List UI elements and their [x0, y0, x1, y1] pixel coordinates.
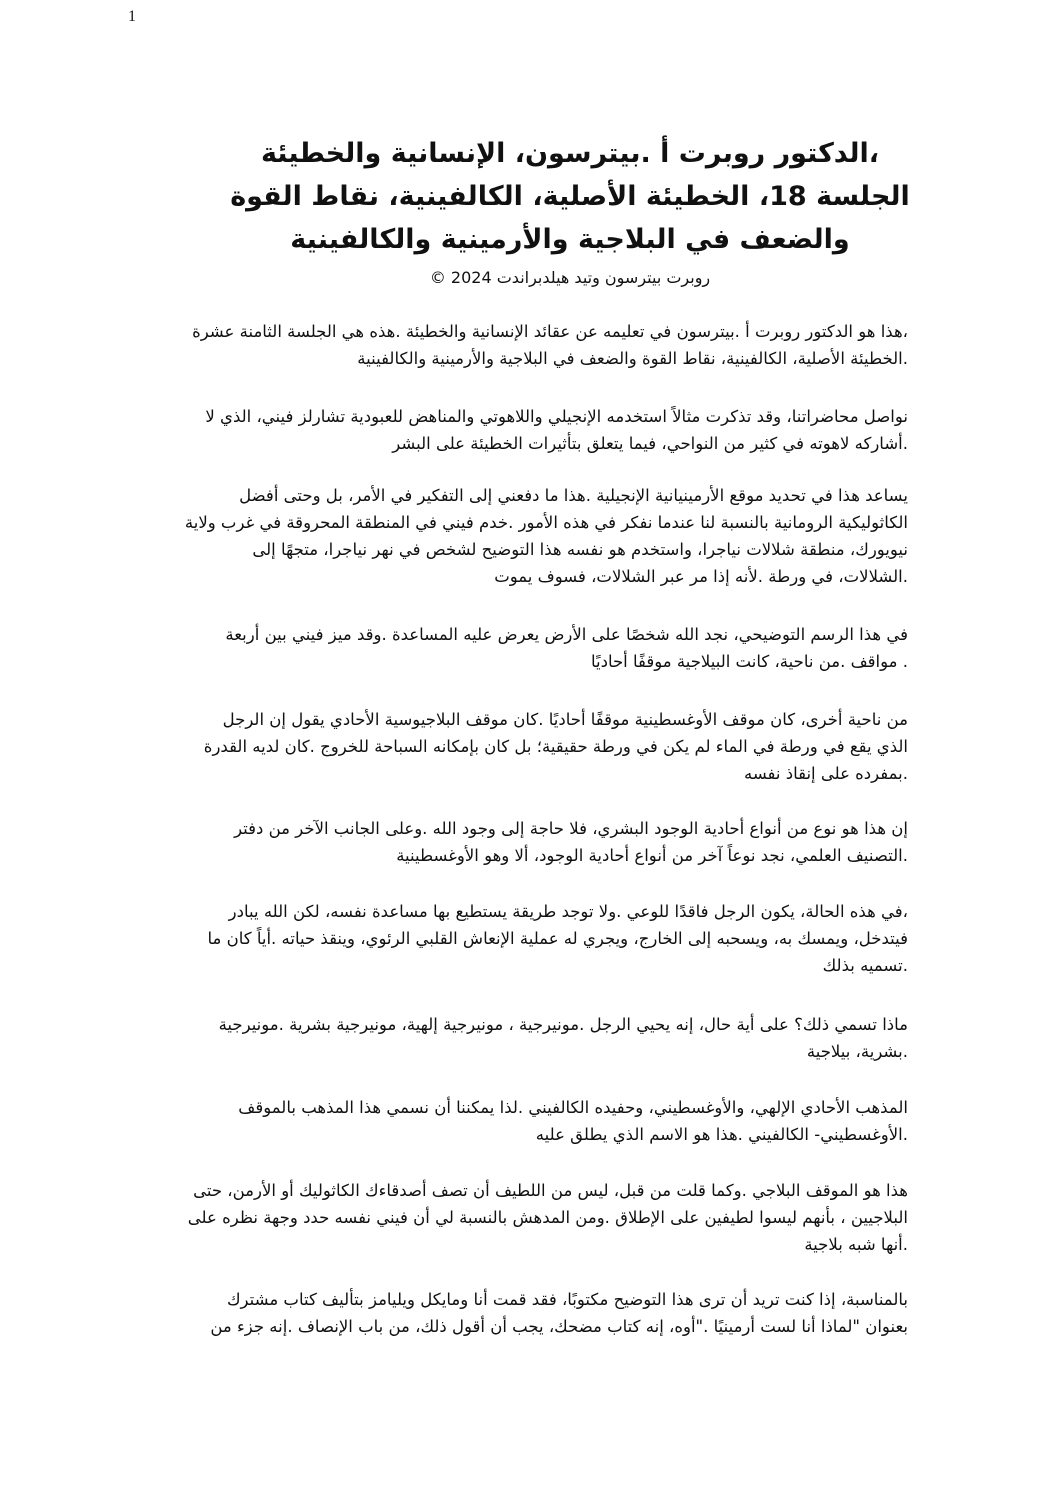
paragraph-line: .بشرية، بيلاجية [806, 1042, 908, 1061]
paragraph-line: .أشاركه لاهوته في كثير من النواحي، فيما يتعلق بتأثيرات الخطيئة على البشر [392, 434, 908, 453]
title-line: ،الدكتور روبرت أ .بيترسون، الإنسانية والخطيئة [260, 138, 880, 169]
paragraph-line: ،في هذه الحالة، يكون الرجل فاقدًا للوعي .ولا توجد طريقة يستطيع بها مساعدة نفسه، لكن الله يبادر [228, 902, 908, 921]
paragraph [140, 1177, 908, 1258]
paragraph-line: فيتدخل، ويمسك به، ويسحبه إلى الخارج، ويجري له عملية الإنعاش القلبي الرئوي، وينقذ حياته .أياً كان ما [207, 929, 908, 948]
paragraph [140, 1011, 908, 1065]
paragraph [140, 706, 908, 787]
paragraph-line: نواصل محاضراتنا، وقد تذكرت مثالاً استخدمه الإنجيلي واللاهوتي والمناهض للعبودية تشارلز فيني، الذي لا [205, 407, 908, 426]
paragraph-line: من ناحية أخرى، كان موقف الأوغسطينية موقفًا أحاديًا .كان موقف البلاجيوسية الأحادي يقول إن الرجل [222, 710, 908, 729]
paragraph [140, 815, 908, 869]
paragraph-line: .الأوغسطيني- الكالفيني .هذا هو الاسم الذي يطلق عليه [535, 1125, 908, 1144]
paragraph-line: البلاجيين ، بأنهم ليسوا لطيفين على الإطلاق .ومن المدهش بالنسبة لي أن فيني نفسه حدد وجهة نظره على [187, 1208, 908, 1227]
paragraph [140, 1094, 908, 1148]
paragraph-line: الذي يقع في ورطة في الماء لم يكن في ورطة حقيقية؛ بل كان بإمكانه السباحة للخروج .كان لديه القدرة [203, 737, 908, 756]
paragraph-line: بعنوان "لماذا أنا لست أرمينيًا ."أوه، إنه كتاب مضحك، يجب أن أقول ذلك، من باب الإنصاف .إنه جزء من [210, 1317, 908, 1336]
paragraph [140, 1286, 908, 1340]
paragraph-line: إن هذا هو نوع من أنواع أحادية الوجود البشري، فلا حاجة إلى وجود الله .وعلى الجانب الآخر من دفتر [234, 819, 908, 838]
paragraph [140, 318, 908, 372]
copyright-line: روبرت بيترسون وتيد هيلدبراندت 2024 © [429, 268, 711, 287]
paragraph-line: نيويورك، منطقة شلالات نياجرا، واستخدم هو نفسه هذا التوضيح لشخص في نهر نياجرا، متجهًا إلى [252, 540, 908, 559]
page-number: 1 [128, 8, 136, 25]
paragraph-line: .الشلالات، في ورطة .لأنه إذا مر عبر الشلالات، فسوف يموت [494, 567, 908, 586]
paragraph-line: . مواقف .من ناحية، كانت البيلاجية موقفًا أحاديًا [590, 652, 908, 671]
paragraph [140, 482, 908, 590]
paragraph-line: ،هذا هو الدكتور روبرت أ .بيترسون في تعليمه عن عقائد الإنسانية والخطيئة .هذه هي الجلسة الثامنة عشرة [192, 322, 908, 341]
paragraph-line: .أنها شبه بلاجية [804, 1235, 908, 1254]
paragraph-line: .التصنيف العلمي، نجد نوعاً آخر من أنواع أحادية الوجود، ألا وهو الأوغسطينية [396, 846, 908, 865]
document-title [150, 132, 990, 261]
paragraph-line: .بمفرده على إنقاذ نفسه [743, 764, 908, 783]
title-line: الجلسة 18، الخطيئة الأصلية، الكالفينية، نقاط القوة [230, 181, 910, 212]
paragraph-line: المذهب الأحادي الإلهي، والأوغسطيني، وحفيده الكالفيني .لذا يمكننا أن نسمي هذا المذهب بالموقف [238, 1098, 908, 1117]
paragraph [140, 898, 908, 979]
paragraph-line: .تسميه بذلك [822, 956, 908, 975]
title-line: والضعف في البلاجية والأرمينية والكالفينية [290, 224, 850, 255]
paragraph-line: يساعد هذا في تحديد موقع الأرمينيانية الإنجيلية .هذا ما دفعني إلى التفكير في الأمر، بل وحتى أفضل [239, 486, 908, 505]
paragraph-line: ماذا تسمي ذلك؟ على أية حال، إنه يحيي الرجل .مونيرجية ، مونيرجية إلهية، مونيرجية بشرية .مونيرجية [218, 1015, 908, 1034]
paragraph-line: هذا هو الموقف البلاجي .وكما قلت من قبل، ليس من اللطيف أن تصف أصدقاءك الكاثوليك أو الأرمن، حتى [193, 1181, 908, 1200]
paragraph-line: بالمناسبة، إذا كنت تريد أن ترى هذا التوضيح مكتوبًا، فقد قمت أنا ومايكل ويليامز بتأليف كتاب مشترك [226, 1290, 908, 1309]
paragraph-line: في هذا الرسم التوضيحي، نجد الله شخصًا على الأرض يعرض عليه المساعدة .وقد ميز فيني بين أربعة [225, 625, 908, 644]
paragraph [140, 621, 908, 675]
paragraph-line: الكاثوليكية الرومانية بالنسبة لنا عندما نفكر في هذه الأمور .خدم فيني في المنطقة المحروقة في غرب ولاية [184, 513, 908, 532]
paragraph-line: .الخطيئة الأصلية، الكالفينية، نقاط القوة والضعف في البلاجية والأرمينية والكالفينية [357, 349, 908, 368]
paragraph [140, 403, 908, 457]
